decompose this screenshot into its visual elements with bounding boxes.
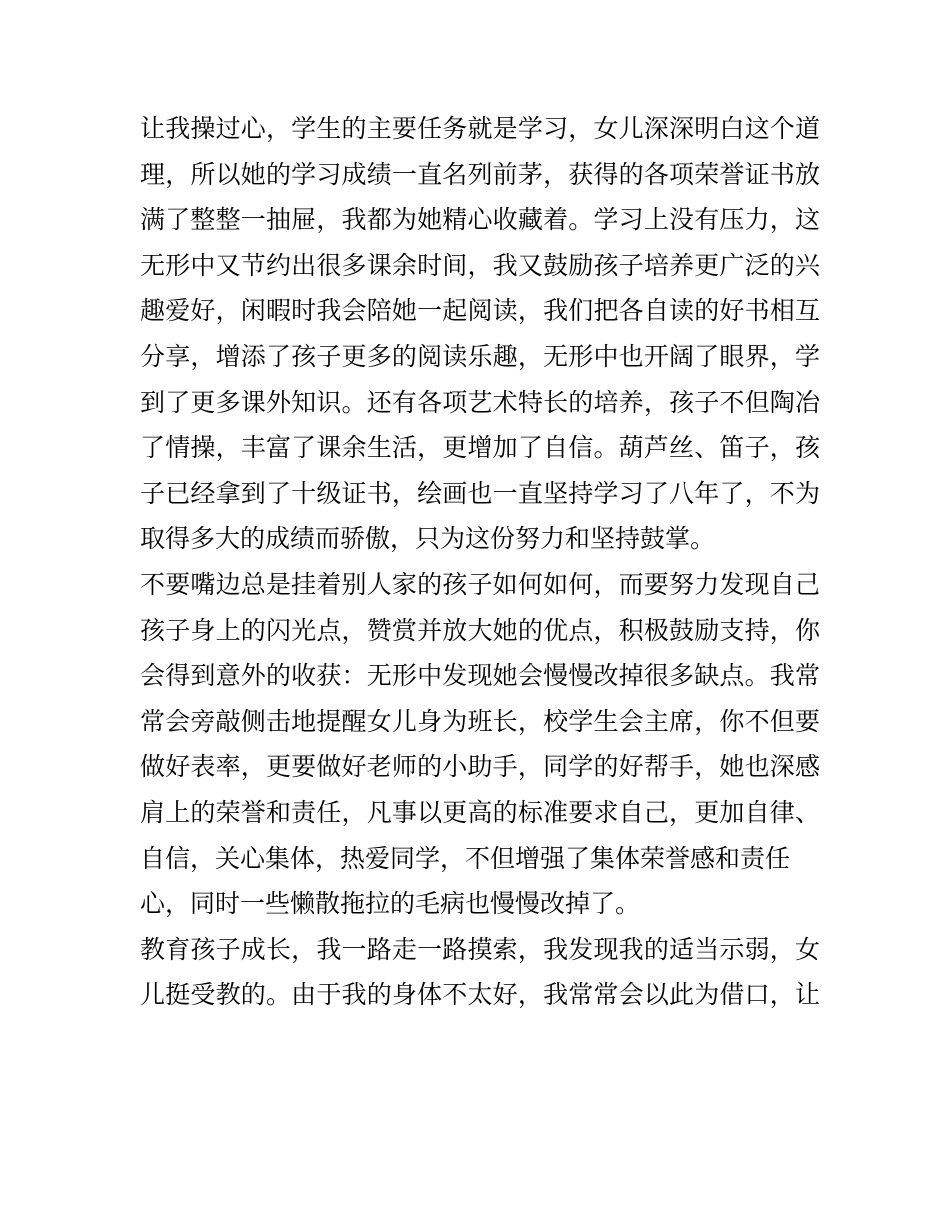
text-line: 让我操过心，学生的主要任务就是学习，女儿深深明白这个道: [140, 114, 820, 143]
text-line: 趣爱好，闲暇时我会陪她一起阅读，我们把各自读的好书相互: [140, 296, 820, 326]
text-line: 理，所以她的学习成绩一直名列前茅，获得的各项荣誉证书放: [140, 159, 820, 189]
text-line: 教育孩子成长，我一路走一路摸索，我发现我的适当示弱，女: [140, 934, 820, 964]
paragraph-2: [140, 562, 820, 927]
text-line: 做好表率，更要做好老师的小助手，同学的好帮手，她也深感: [140, 752, 820, 782]
text-line: 肩上的荣誉和责任，凡事以更高的标准要求自己，更加自律、: [140, 797, 820, 827]
text-line: 不要嘴边总是挂着别人家的孩子如何如何，而要努力发现自己: [140, 569, 820, 599]
document-body: [140, 106, 820, 1018]
text-line: 到了更多课外知识。还有各项艺术特长的培养，孩子不但陶冶: [140, 387, 820, 417]
text-line: 了情操，丰富了课余生活，更增加了自信。葫芦丝、笛子，孩: [140, 433, 820, 463]
paragraph-3: [140, 927, 820, 1018]
text-line: 子已经拿到了十级证书，绘画也一直坚持学习了八年了，不为: [140, 478, 820, 508]
text-line: 分享，增添了孩子更多的阅读乐趣，无形中也开阔了眼界，学: [140, 341, 820, 371]
text-line: 心，同时一些懒散拖拉的毛病也慢慢改掉了。: [140, 889, 641, 919]
text-line: 取得多大的成绩而骄傲，只为这份努力和坚持鼓掌。: [140, 524, 716, 554]
text-line: 会得到意外的收获：无形中发现她会慢慢改掉很多缺点。我常: [140, 661, 820, 691]
text-line: 常会旁敲侧击地提醒女儿身为班长，校学生会主席，你不但要: [140, 706, 820, 736]
text-line: 儿挺受教的。由于我的身体不太好，我常常会以此为借口，让: [140, 980, 820, 1010]
text-line: 满了整整一抽屉，我都为她精心收藏着。学习上没有压力，这: [140, 205, 820, 235]
text-line: 孩子身上的闪光点，赞赏并放大她的优点，积极鼓励支持，你: [140, 615, 820, 645]
text-line: 无形中又节约出很多课余时间，我又鼓励孩子培养更广泛的兴: [140, 250, 820, 280]
text-line: 自信，关心集体，热爱同学，不但增强了集体荣誉感和责任: [140, 843, 791, 873]
paragraph-1: [140, 106, 820, 562]
